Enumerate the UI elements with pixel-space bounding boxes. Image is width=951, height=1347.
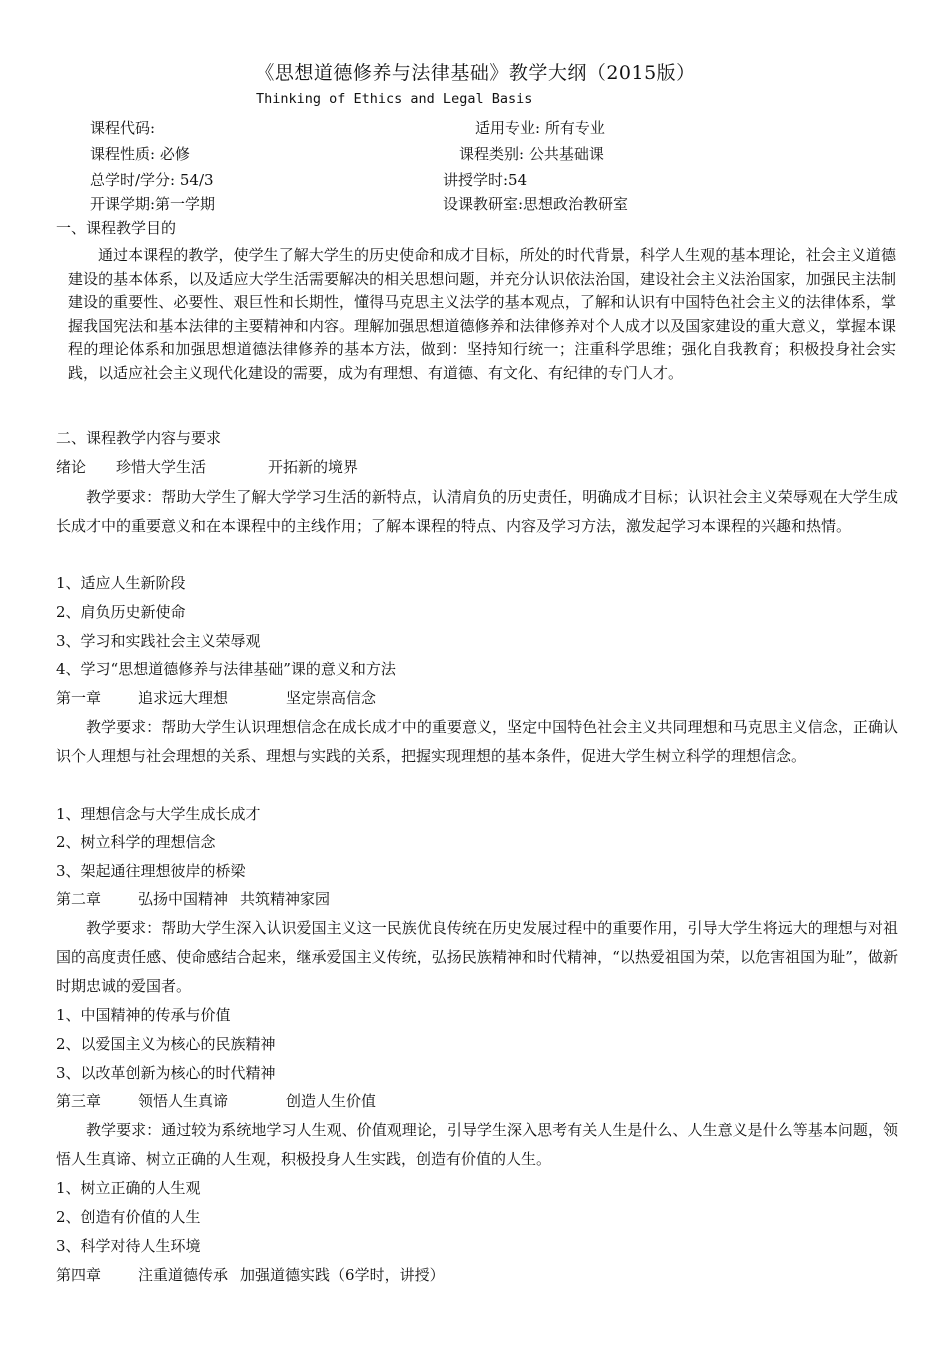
chapter-2-title-2: 共筑精神家园	[240, 890, 331, 908]
intro-item-4: 4、学习“思想道德修养与法律基础”课的意义和方法	[56, 660, 396, 678]
chapter-2-item-3: 3、以改革创新为核心的时代精神	[56, 1064, 276, 1082]
chapter-1-label: 第一章	[56, 689, 102, 707]
chapter-3-heading	[56, 1087, 376, 1116]
chapter-2-item-2: 2、以爱国主义为核心的民族精神	[56, 1035, 276, 1053]
section-1-body: 通过本课程的教学，使学生了解大学生的历史使命和成才目标，所处的时代背景，科学人生观的基本理论，社会主义道德建设的基本体系，以及适应大学生活需要解决的相关思想问题，并充分认识依法治国，建设社会主义法治国家，加强民主法制建设的重要性、必要性、艰巨性和长期性，懂得马克思主义法学的基本观点，了解和认识有中国特色社会主义的法律体系，掌握我国宪法和基本法律的主要精神和内容。理解加强思想道德修养和法律修养对个人成才以及国家建设的重大意义，掌握本课程的理论体系和加强思想道德法律修养的基本方法，做到：坚持知行统一；注重科学思维；强化自我教育；积极投身社会实践，以适应社会主义现代化建设的需要，成为有理想、有道德、有文化、有纪律的专门人才。	[68, 246, 896, 382]
chapter-2-requirement: 教学要求：帮助大学生深入认识爱国主义这一民族优良传统在历史发展过程中的重要作用，引导大学生将远大的理想与对祖国的高度责任感、使命感结合起来，继承爱国主义传统，弘扬民族精神和时代精神，“以热爱祖国为荣，以危害祖国为耻”，做新时期忠诚的爱国者。	[56, 919, 898, 995]
chapter-2-heading	[56, 885, 330, 914]
chapter-1-requirement: 教学要求：帮助大学生认识理想信念在成长成才中的重要意义，坚定中国特色社会主义共同理想和马克思主义信念，正确认识个人理想与社会理想的关系、理想与实践的关系，把握实现理想的基本条件，促进大学生树立科学的理想信念。	[56, 718, 898, 765]
meta-course-code: 课程代码:	[90, 119, 156, 137]
chapter-2-item-1: 1、中国精神的传承与价值	[56, 1006, 231, 1024]
intro-title-1: 珍惜大学生活	[116, 458, 207, 476]
chapter-4-label: 第四章	[56, 1266, 102, 1284]
intro-heading	[56, 453, 358, 482]
meta-lecture-hours: 讲授学时:54	[443, 171, 528, 189]
meta-category: 课程类别: 公共基础课	[459, 145, 604, 163]
chapter-4-title-2: 加强道德实践（6学时，讲授）	[240, 1266, 445, 1284]
meta-hours: 总学时/学分: 54/3	[90, 171, 214, 189]
document-title: 《思想道德修养与法律基础》教学大纲（2015版）	[255, 62, 696, 84]
meta-major: 适用专业: 所有专业	[475, 119, 605, 137]
intro-label: 绪论	[56, 458, 87, 476]
chapter-4-title-1: 注重道德传承	[138, 1266, 229, 1284]
chapter-1-item-3: 3、架起通往理想彼岸的桥梁	[56, 862, 246, 880]
intro-item-3: 3、学习和实践社会主义荣辱观	[56, 632, 261, 650]
chapter-3-item-1: 1、树立正确的人生观	[56, 1179, 201, 1197]
chapter-3-title-2: 创造人生价值	[286, 1092, 377, 1110]
chapter-1-title-1: 追求远大理想	[138, 689, 229, 707]
chapter-3-requirement: 教学要求：通过较为系统地学习人生观、价值观理论，引导学生深入思考有关人生是什么、人生意义是什么等基本问题，领悟人生真谛、树立正确的人生观，积极投身人生实践，创造有价值的人生。	[56, 1121, 898, 1168]
document-subtitle: Thinking of Ethics and Legal Basis	[256, 91, 533, 107]
intro-item-1: 1、适应人生新阶段	[56, 574, 186, 592]
meta-term: 开课学期:第一学期	[90, 195, 216, 213]
chapter-4-heading	[56, 1261, 445, 1290]
chapter-2-title-1: 弘扬中国精神	[138, 890, 229, 908]
chapter-2-label: 第二章	[56, 890, 102, 908]
chapter-1-item-1: 1、理想信念与大学生成长成才	[56, 805, 261, 823]
meta-nature: 课程性质: 必修	[90, 145, 190, 163]
intro-item-2: 2、肩负历史新使命	[56, 603, 186, 621]
section-1-heading: 一、课程教学目的	[56, 219, 177, 237]
meta-department: 设课教研室:思想政治教研室	[443, 195, 629, 213]
chapter-3-item-3: 3、科学对待人生环境	[56, 1237, 201, 1255]
section-2-heading: 二、课程教学内容与要求	[56, 429, 222, 447]
chapter-1-title-2: 坚定崇高信念	[286, 689, 377, 707]
chapter-1-item-2: 2、树立科学的理想信念	[56, 833, 216, 851]
chapter-3-title-1: 领悟人生真谛	[138, 1092, 229, 1110]
chapter-3-item-2: 2、创造有价值的人生	[56, 1208, 201, 1226]
chapter-1-heading	[56, 684, 376, 713]
chapter-3-label: 第三章	[56, 1092, 102, 1110]
intro-requirement: 教学要求：帮助大学生了解大学学习生活的新特点，认清肩负的历史责任，明确成才目标；认识社会主义荣辱观在大学生成长成才中的重要意义和在本课程中的主线作用；了解本课程的特点、内容及学习方法，激发起学习本课程的兴趣和热情。	[56, 488, 898, 535]
intro-title-2: 开拓新的境界	[268, 458, 359, 476]
